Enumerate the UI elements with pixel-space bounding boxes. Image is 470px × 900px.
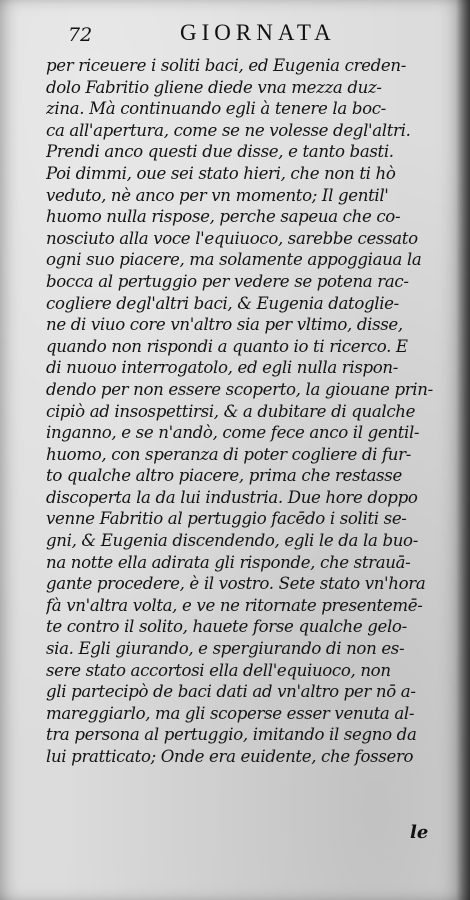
page-edge-shadow (456, 0, 470, 900)
catchword: le (410, 822, 429, 843)
text-line: huomo nulla rispose, perche sapeua che co- (46, 207, 401, 227)
text-line: per riceuere i soliti baci, ed Eugenia creden- (46, 56, 406, 75)
text-line: sere stato accortosi ella dell'equiuoco, non (46, 660, 391, 680)
text-line: discoperta la da lui industria. Due hore doppo (46, 487, 418, 507)
text-line: gli partecipò de baci dati ad vn'altro per nō a- (46, 682, 416, 702)
running-head (68, 20, 448, 54)
text-line: nosciuto alla voce l'equiuoco, sarebbe cessato (46, 228, 418, 248)
text-line: na notte ella adirata gli risponde, che strauā- (46, 552, 411, 572)
text-line: mareggiarlo, ma gli scoperse esser venuta al- (46, 703, 415, 723)
text-line: tra persona al pertuggio, imitando il segno da (46, 725, 417, 745)
text-line: to qualche altro piacere, prima che restasse (46, 466, 402, 486)
text-line: fà vn'altra volta, e ve ne ritornate presentemē- (46, 595, 423, 615)
text-line: sia. Egli giurando, e spergiurando di non es- (46, 639, 405, 659)
text-line: te contro il solito, hauete forse qualche gelo- (46, 617, 407, 637)
text-line: venne Fabritio al pertuggio facēdo i soliti se- (46, 509, 407, 529)
text-line: bocca al pertuggio per vedere se potena rac- (46, 271, 409, 291)
text-line: Prendi anco questi due disse, e tanto basti. (46, 142, 394, 162)
text-line: cogliere degl'altri baci, & Eugenia datoglie- (46, 293, 399, 313)
text-line: Poi dimmi, oue sei stato hieri, che non ti hò (46, 163, 396, 183)
text-line: gni, & Eugenia discendendo, egli le da la buo- (46, 531, 418, 551)
text-line: inganno, e se n'andò, come fece anco il gentil- (46, 423, 420, 443)
body-text (46, 55, 464, 768)
text-line: dolo Fabritio gliene diede vna mezza duz- (46, 77, 382, 97)
text-line: lui pratticato; Onde era euidente, che fossero (46, 747, 414, 766)
text-line: huomo, con speranza di poter cogliere di fur- (46, 444, 411, 464)
text-line: ogni suo piacere, ma solamente appoggiaua la (46, 250, 422, 270)
text-line: veduto, nè anco per vn momento; Il gentil' (46, 185, 389, 205)
text-line: dendo per non essere scoperto, la giouane prin- (46, 379, 433, 399)
text-line: di nuouo interrogatolo, ed egli nulla rispon- (46, 358, 398, 378)
text-line: gante procedere, è il vostro. Sete stato vn'hora (46, 574, 426, 594)
page-number: 72 (68, 24, 93, 46)
text-line: ne di viuo core vn'altro sia per vltimo, disse, (46, 315, 403, 335)
text-line: cipiò ad insospettirsi, & a dubitare di qualche (46, 401, 416, 421)
text-line: ca all'apertura, come se ne volesse degl'altri. (46, 120, 411, 140)
text-line: quando non rispondi a quanto io ti ricerco. E (46, 336, 408, 356)
text-line: zina. Mà continuando egli à tenere la boc- (46, 99, 386, 119)
running-title: GIORNATA (180, 20, 336, 45)
